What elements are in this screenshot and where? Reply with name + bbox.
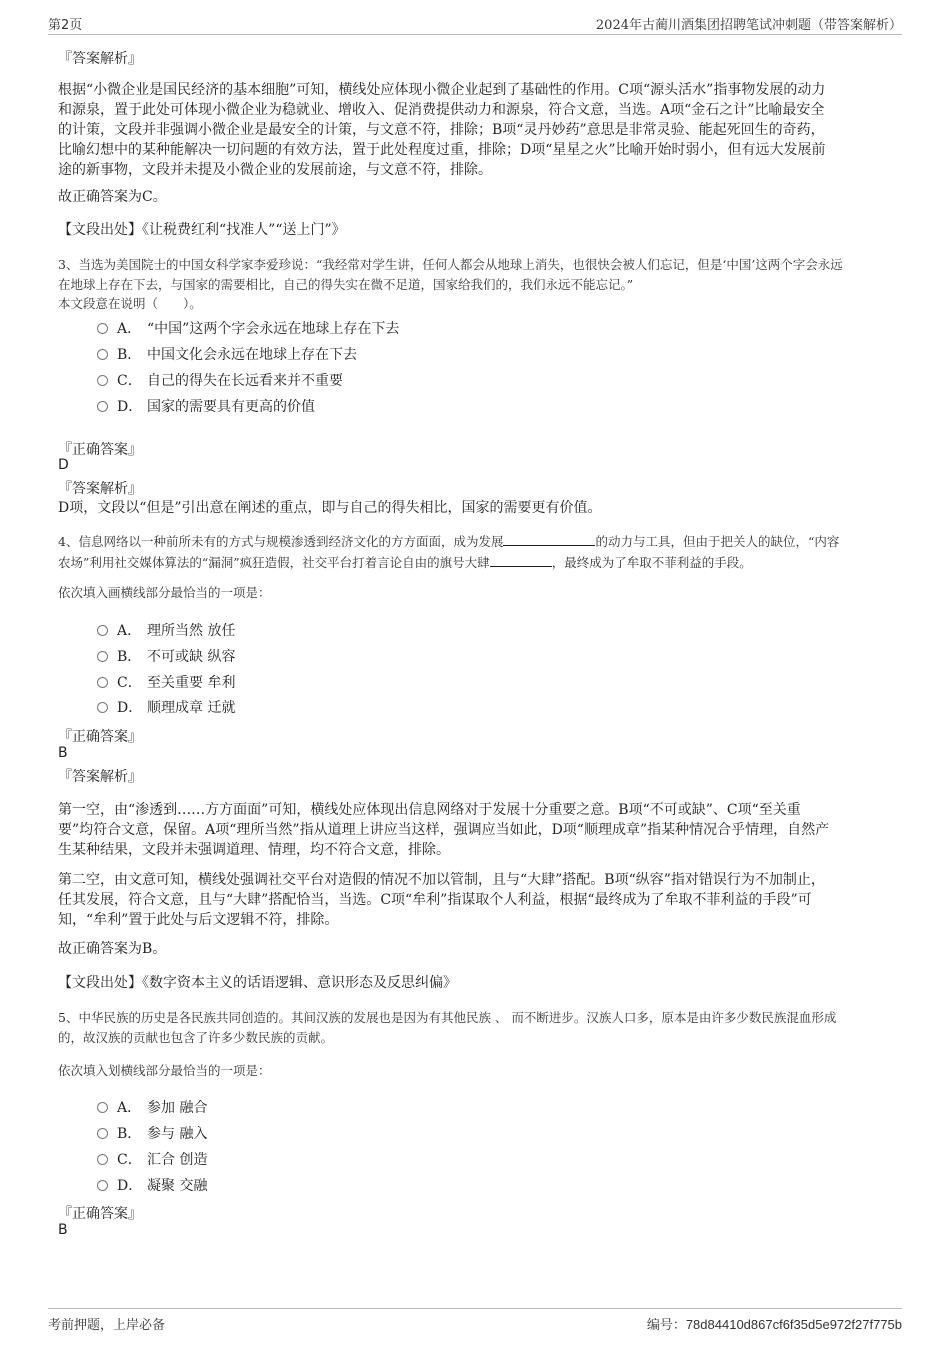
analysis-line: 的计策，文段并非强调小微企业是最安全的计策，与文意不符，排除；B项“灵丹妙药”意思是非常灵验、能起死回生的奇药， (58, 122, 825, 138)
analysis-line: 途的新事物，文段并未提及小微企业的发展前途，与文意不符，排除。 (58, 162, 492, 178)
analysis-tag: 『答案解析』 (58, 51, 142, 67)
blank-line (490, 552, 552, 567)
analysis-line: 第一空，由“渗透到……方方面面”可知，横线处应体现出信息网络对于发展十分重要之意。B项“不可或缺”、C项“至关重 (58, 802, 801, 818)
correct-answer: B (58, 745, 68, 761)
analysis-line: 第二空，由文意可知，横线处强调社交平台对造假的情况不加以管制，且与“大肆”搭配。B项“纵容”指对错误行为不加制止， (58, 872, 825, 888)
radio-icon[interactable] (97, 1180, 108, 1191)
answer-tag: 『正确答案』 (58, 442, 142, 458)
radio-icon[interactable] (97, 375, 108, 386)
blank-line (503, 531, 595, 546)
page-header (48, 12, 902, 35)
analysis-tag: 『答案解析』 (58, 481, 142, 497)
correct-answer: B (58, 1222, 68, 1238)
radio-icon[interactable] (97, 349, 108, 360)
q3-option-d[interactable]: D． 国家的需要具有更高的价值 (97, 396, 315, 416)
source-text: 【文段出处】《让税费红利“找准人”“送上门”》 (58, 222, 346, 238)
radio-icon[interactable] (97, 1154, 108, 1165)
question-prompt: 依次填入画横线部分最恰当的一项是： (58, 585, 271, 600)
stem-line: 农场”利用社交媒体算法的“漏洞”疯狂造假，社交平台打着言论自由的旗号大肆 ，最终成为了牟取不菲利益的手段。 (58, 552, 839, 573)
answer-tag: 『正确答案』 (58, 1206, 142, 1222)
stem-line: 3、当选为美国院士的中国女科学家李爱珍说：“我经常对学生讲，任何人都会从地球上消失，也很快会被人们忘记，但是‘中国’这两个字会永远 (58, 257, 843, 272)
correct-answer: D (58, 457, 69, 473)
analysis-line: 任其发展，符合文意，且与“大肆”搭配恰当，当选。C项“牟利”指谋取个人利益，根据“最终成为了牟取不菲利益的手段”可 (58, 892, 812, 908)
radio-icon[interactable] (97, 625, 108, 636)
q5-option-d[interactable]: D． 凝聚 交融 (97, 1175, 207, 1195)
radio-icon[interactable] (97, 1128, 108, 1139)
analysis-line: 和源泉，置于此处可体现小微企业为稳就业、增收入、促消费提供动力和源泉，符合文意，当选。A项“金石之计”比喻最安全 (58, 102, 825, 118)
conclusion-text: 故正确答案为C。 (58, 189, 167, 205)
analysis-tag: 『答案解析』 (58, 769, 142, 785)
question-4-stem (58, 531, 839, 573)
radio-icon[interactable] (97, 1102, 108, 1113)
radio-icon[interactable] (97, 401, 108, 412)
analysis-line: 比喻幻想中的某种能解决一切问题的有效方法，置于此处程度过重，排除；D项“星星之火”比喻开始时弱小，但有远大发展前 (58, 142, 826, 158)
stem-line: 5、中华民族的历史是各民族共同创造的。其间汉族的发展也是因为有其他民族 、 而不断进步。汉族人口多，原本是由许多少数民族混血形成 (58, 1010, 837, 1025)
source-text: 【文段出处】《数字资本主义的话语逻辑、意识形态及反思纠偏》 (58, 975, 457, 991)
stem-line: 4、信息网络以一种前所未有的方式与规模渗透到经济文化的方方面面，成为发展 的动力与工具，但由于把关人的缺位，“内容 (58, 531, 839, 552)
q5-option-a[interactable]: A． 参加 融合 (97, 1097, 207, 1117)
q5-option-b[interactable]: B． 参与 融入 (97, 1123, 207, 1143)
stem-line: 在地球上存在下去，与国家的需要相比，自己的得失实在微不足道，国家给我们的，我们永远不能忘记。” (58, 277, 634, 292)
q3-option-a[interactable]: A． “中国”这两个字会永远在地球上存在下去 (97, 318, 399, 338)
question-3-stem (58, 255, 843, 313)
radio-icon[interactable] (97, 323, 108, 334)
radio-icon[interactable] (97, 702, 108, 713)
question-prompt: 依次填入划横线部分最恰当的一项是： (58, 1063, 271, 1078)
analysis-paragraph (58, 800, 829, 860)
analysis-line: 要”均符合文意，保留。A项“理所当然”指从道理上讲应当这样，强调应当如此，D项“顺理成章”指某种情况合乎情理，自然产 (58, 822, 830, 838)
analysis-paragraph (58, 80, 826, 180)
question-5-stem (58, 1008, 836, 1048)
analysis-line: 知，“牟利”置于此处与后文逻辑不符，排除。 (58, 912, 339, 928)
q4-option-a[interactable]: A． 理所当然 放任 (97, 620, 235, 640)
analysis-paragraph (58, 870, 825, 930)
analysis-line: 根据“小微企业是国民经济的基本细胞”可知，横线处应体现小微企业起到了基础性的作用。C项“源头活水”指事物发展的动力 (58, 82, 826, 98)
footer-slogan: 考前押题，上岸必备 (48, 1318, 166, 1333)
analysis-text: D项，文段以“但是”引出意在阐述的重点，即与自己的得失相比，国家的需要更有价值。 (58, 500, 602, 516)
page-number: 第2页 (48, 18, 83, 33)
page-footer (48, 1308, 902, 1333)
q5-option-c[interactable]: C． 汇合 创造 (97, 1149, 207, 1169)
radio-icon[interactable] (97, 677, 108, 688)
conclusion-text: 故正确答案为B。 (58, 941, 167, 957)
q3-option-b[interactable]: B． 中国文化会永远在地球上存在下去 (97, 344, 357, 364)
q4-option-c[interactable]: C． 至关重要 牟利 (97, 672, 235, 692)
answer-tag: 『正确答案』 (58, 729, 142, 745)
stem-line: 本文段意在说明（ ）。 (58, 296, 202, 311)
q4-option-b[interactable]: B． 不可或缺 纵容 (97, 646, 235, 666)
q4-option-d[interactable]: D． 顺理成章 迁就 (97, 697, 235, 717)
document-title: 2024年古蔺川酒集团招聘笔试冲刺题（带答案解析） (595, 18, 902, 33)
q3-option-c[interactable]: C． 自己的得失在长远看来并不重要 (97, 370, 343, 390)
radio-icon[interactable] (97, 651, 108, 662)
stem-line: 的，故汉族的贡献也包含了许多少数民族的贡献。 (58, 1030, 334, 1045)
analysis-line: 生某种结果，文段并未强调道理、情理，均不符合文意，排除。 (58, 842, 450, 858)
document-code: 编号：78d84410d867cf6f35d5e972f27f775b (646, 1317, 902, 1333)
